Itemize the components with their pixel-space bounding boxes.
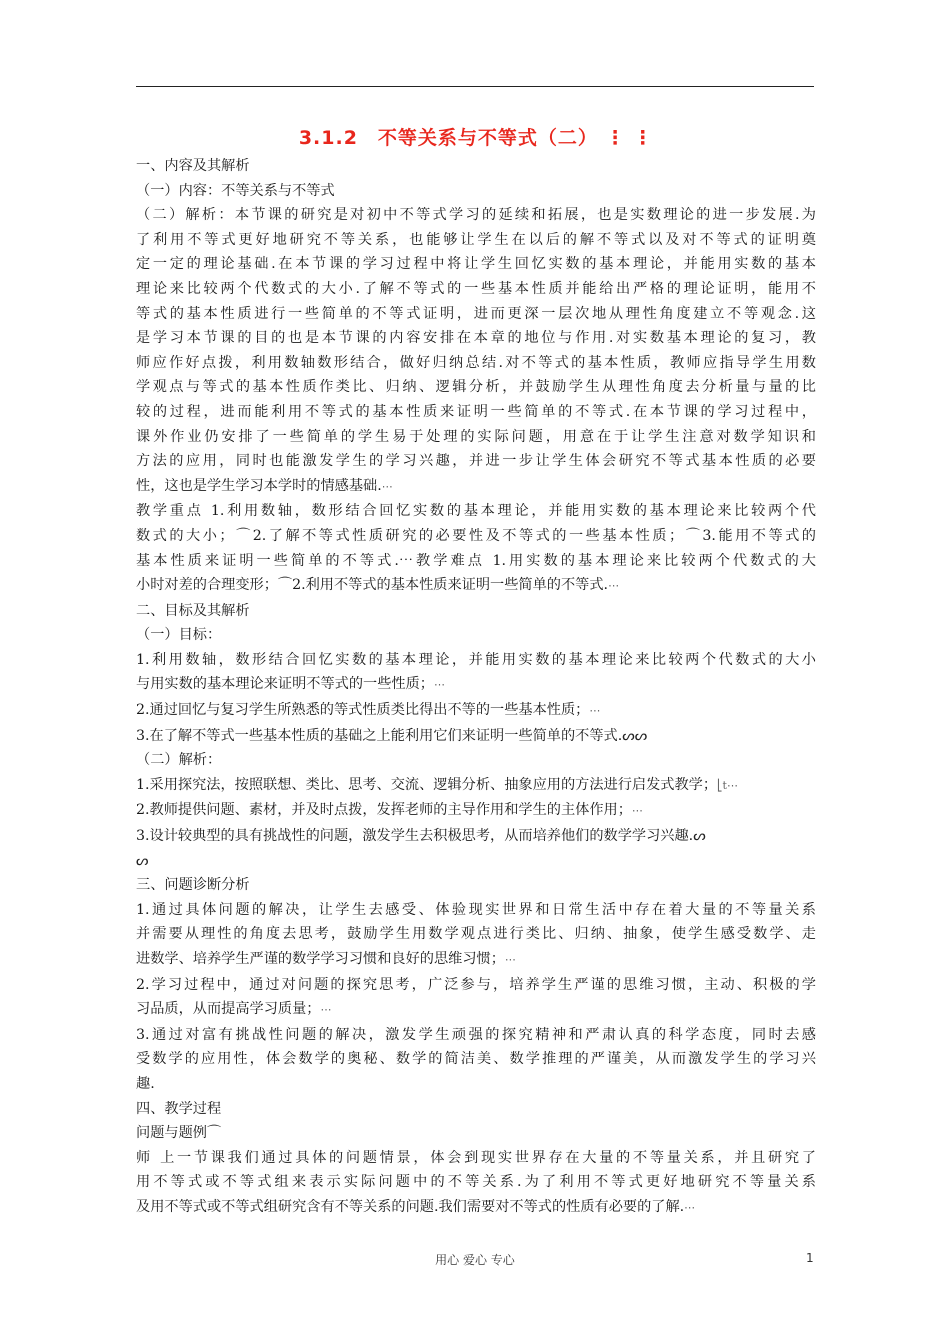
edit-mark: ⋯ — [589, 704, 601, 718]
goal-item-text: 3.在了解不等式一些基本性质的基础之上能利用它们来证明一些简单的不等式. — [136, 727, 623, 744]
process-subheading — [136, 1121, 816, 1146]
goal-item-text: 2.通过回忆与复习学生所熟悉的等式性质类比得出不等的一些基本性质； — [136, 702, 590, 719]
analysis-line: 较的过程，进而能利用不等式的基本性质来证明一些简单的不等式.在本节课的学习过程中， — [136, 403, 816, 420]
squiggle-mark: ᔕᔕ — [622, 727, 648, 744]
squiggle-mark: ᔕ — [136, 852, 149, 869]
section-heading-1: 一、内容及其解析 — [136, 158, 250, 174]
arc-mark: ⌒ — [206, 1125, 222, 1142]
analysis-line: 师应作好点拨，利用数轴数形结合，做好归纳总结.对不等式的基本性质，教师应指导学生用数 — [136, 354, 816, 371]
title-marks: ⋮ ⋮ — [605, 127, 654, 149]
goal-item — [136, 724, 816, 749]
diagnosis-text: 进数学、培养学生严谨的数学学习习惯和良好的思维习惯； — [136, 951, 505, 967]
edit-mark: ⋯ — [726, 778, 738, 792]
teacher-line — [136, 1195, 816, 1221]
edit-mark: ⋯ — [608, 579, 620, 593]
section-heading-2: 二、目标及其解析 — [136, 602, 250, 619]
analysis-line: 理论来比较两个代数式的大小.了解不等式的一些基本性质并能给出严格的理论证明，能用不 — [136, 280, 816, 297]
edit-mark: ⋯ — [433, 678, 445, 692]
diagnosis-line: 1.通过具体问题的解决，让学生去感受、体验现实世界和日常生活中存在着大量的不等量关系 — [136, 901, 816, 918]
process-subheading-text: 问题与题例 — [136, 1125, 207, 1142]
analysis-item — [136, 824, 816, 849]
analysis-last-text: 性，这也是学生学习本学时的情感基础. — [136, 477, 382, 494]
analysis-line: 定一定的理论基础.在本节课的学习过程中将让学生回忆实数的基本理论，并能用实数的基本 — [136, 256, 816, 273]
edit-mark: ⋯ — [320, 1003, 332, 1017]
page-title — [136, 124, 816, 152]
analysis-line-last — [136, 474, 816, 500]
key-points-line: 数式的大小；⌒2.了解不等式性质研究的必要性及不等式的一些基本性质；⌒3.能用不等式的 — [136, 527, 816, 544]
key-points-line: 基本性质来证明一些简单的不等式.⋯教学难点 1.用实数的基本理论来比较两个代数式的大 — [136, 552, 816, 569]
section-heading-4: 四、教学过程 — [136, 1100, 222, 1117]
footer-slogan: 用心 爱心 专心 — [435, 1253, 515, 1267]
teacher-line: 师 上一节课我们通过具体的问题情景，体会到现实世界存在大量的不等量关系，并且研究了 — [136, 1149, 816, 1166]
analysis-heading: （二）解析： — [136, 752, 222, 769]
squiggle-line — [136, 849, 816, 874]
diagnosis-line: 3.通过对富有挑战性问题的解决，激发学生顽强的探究精神和严肃认真的科学态度，同时去感 — [136, 1026, 816, 1043]
page-number: 1 — [806, 1251, 814, 1265]
analysis-line: 等式的基本性质进行一些简单的不等式证明，进而更深一层次地从理性角度建立不等观念.这 — [136, 305, 816, 322]
key-last-text: 小时对差的合理变形；⌒2.利用不等式的基本性质来证明一些简单的不等式. — [136, 577, 609, 594]
diagnosis-line: 受数学的应用性，体会数学的奥秘、数学的简洁美、数学推理的严谨美，从而激发学生的学习兴 — [136, 1051, 816, 1068]
analysis-line: 学观点与等式的基本性质作类比、归纳、逻辑分析，并鼓励学生从理性角度去分析量与量的比 — [136, 379, 816, 396]
lt-mark: ⎣t — [717, 778, 727, 792]
analysis-item-text: 1.采用探究法，按照联想、类比、思考、交流、逻辑分析、抽象应用的方法进行启发式教学； — [136, 776, 718, 793]
diagnosis-text: 习品质，从而提高学习质量； — [136, 1001, 321, 1018]
teacher-line: 用不等式或不等式组来表示实际问题中的不等关系.为了利用不等式更好地研究不等量关系 — [136, 1174, 816, 1191]
teacher-text: 及用不等式或不等式组研究含有不等关系的问题.我们需要对不等式的性质有必要的了解. — [136, 1198, 685, 1215]
goal-item — [136, 672, 816, 698]
diagnosis-line: 并需要从理性的角度去思考，鼓励学生用数学观点进行类比、归纳、抽象，使学生感受数学、走 — [136, 926, 816, 943]
analysis-line: 课外作业仍安排了一些简单的学生易于处理的实际问题，用意在于让学生注意对数学知识和 — [136, 428, 816, 445]
content-line: （一）内容：不等关系与不等式 — [136, 182, 335, 199]
analysis-line: （二）解析：本节课的研究是对初中不等式学习的延续和拓展，也是实数理论的进一步发展.为 — [136, 207, 816, 224]
edit-mark: ⋯ — [504, 953, 516, 966]
edit-mark: ⋯ — [684, 1200, 696, 1214]
key-points-line: 教学重点 1.利用数轴，数形结合回忆实数的基本理论，并能用实数的基本理论来比较两个代 — [136, 503, 816, 520]
diagnosis-line — [136, 947, 816, 973]
edit-mark: ⋯ — [381, 479, 393, 493]
analysis-item-text: 3.设计较典型的具有挑战性的问题，激发学生去积极思考，从而培养他们的数学学习兴趣. — [136, 828, 694, 845]
key-points-line-last — [136, 573, 816, 599]
edit-mark: ⋯ — [631, 804, 643, 818]
analysis-item — [136, 798, 816, 824]
section-heading-3: 三、问题诊断分析 — [136, 877, 250, 894]
goal-item-text: 与用实数的基本理论来证明不等式的一些性质； — [136, 676, 434, 693]
header-rule — [136, 86, 814, 87]
analysis-line: 方法的应用，同时也能激发学生的学习兴趣，并进一步让学生体会研究不等式基本性质的必要 — [136, 453, 816, 470]
diagnosis-line — [136, 997, 816, 1023]
goal-item — [136, 698, 816, 724]
title-text: 3.1.2 不等关系与不等式（二） — [298, 127, 598, 149]
analysis-line: 了利用不等式更好地研究不等关系，也能够让学生在以后的解不等式以及对不等式的证明奠 — [136, 231, 816, 248]
analysis-item-text: 2.教师提供问题、素材，并及时点拨，发挥老师的主导作用和学生的主体作用； — [136, 802, 632, 819]
document-body — [136, 124, 816, 1221]
goal-item: 1.利用数轴，数形结合回忆实数的基本理论，并能用实数的基本理论来比较两个代数式的大小 — [136, 651, 816, 668]
goal-heading: （一）目标： — [136, 627, 222, 644]
diagnosis-line: 2.学习过程中，通过对问题的探究思考，广泛参与，培养学生严谨的思维习惯，主动、积极的学 — [136, 976, 816, 993]
analysis-item — [136, 773, 816, 799]
diagnosis-line: 趣. — [136, 1075, 155, 1092]
analysis-line: 是学习本节课的目的也是本节课的内容安排在本章的地位与作用.对实数基本理论的复习，教 — [136, 330, 816, 347]
squiggle-mark: ᔕ — [693, 828, 706, 845]
